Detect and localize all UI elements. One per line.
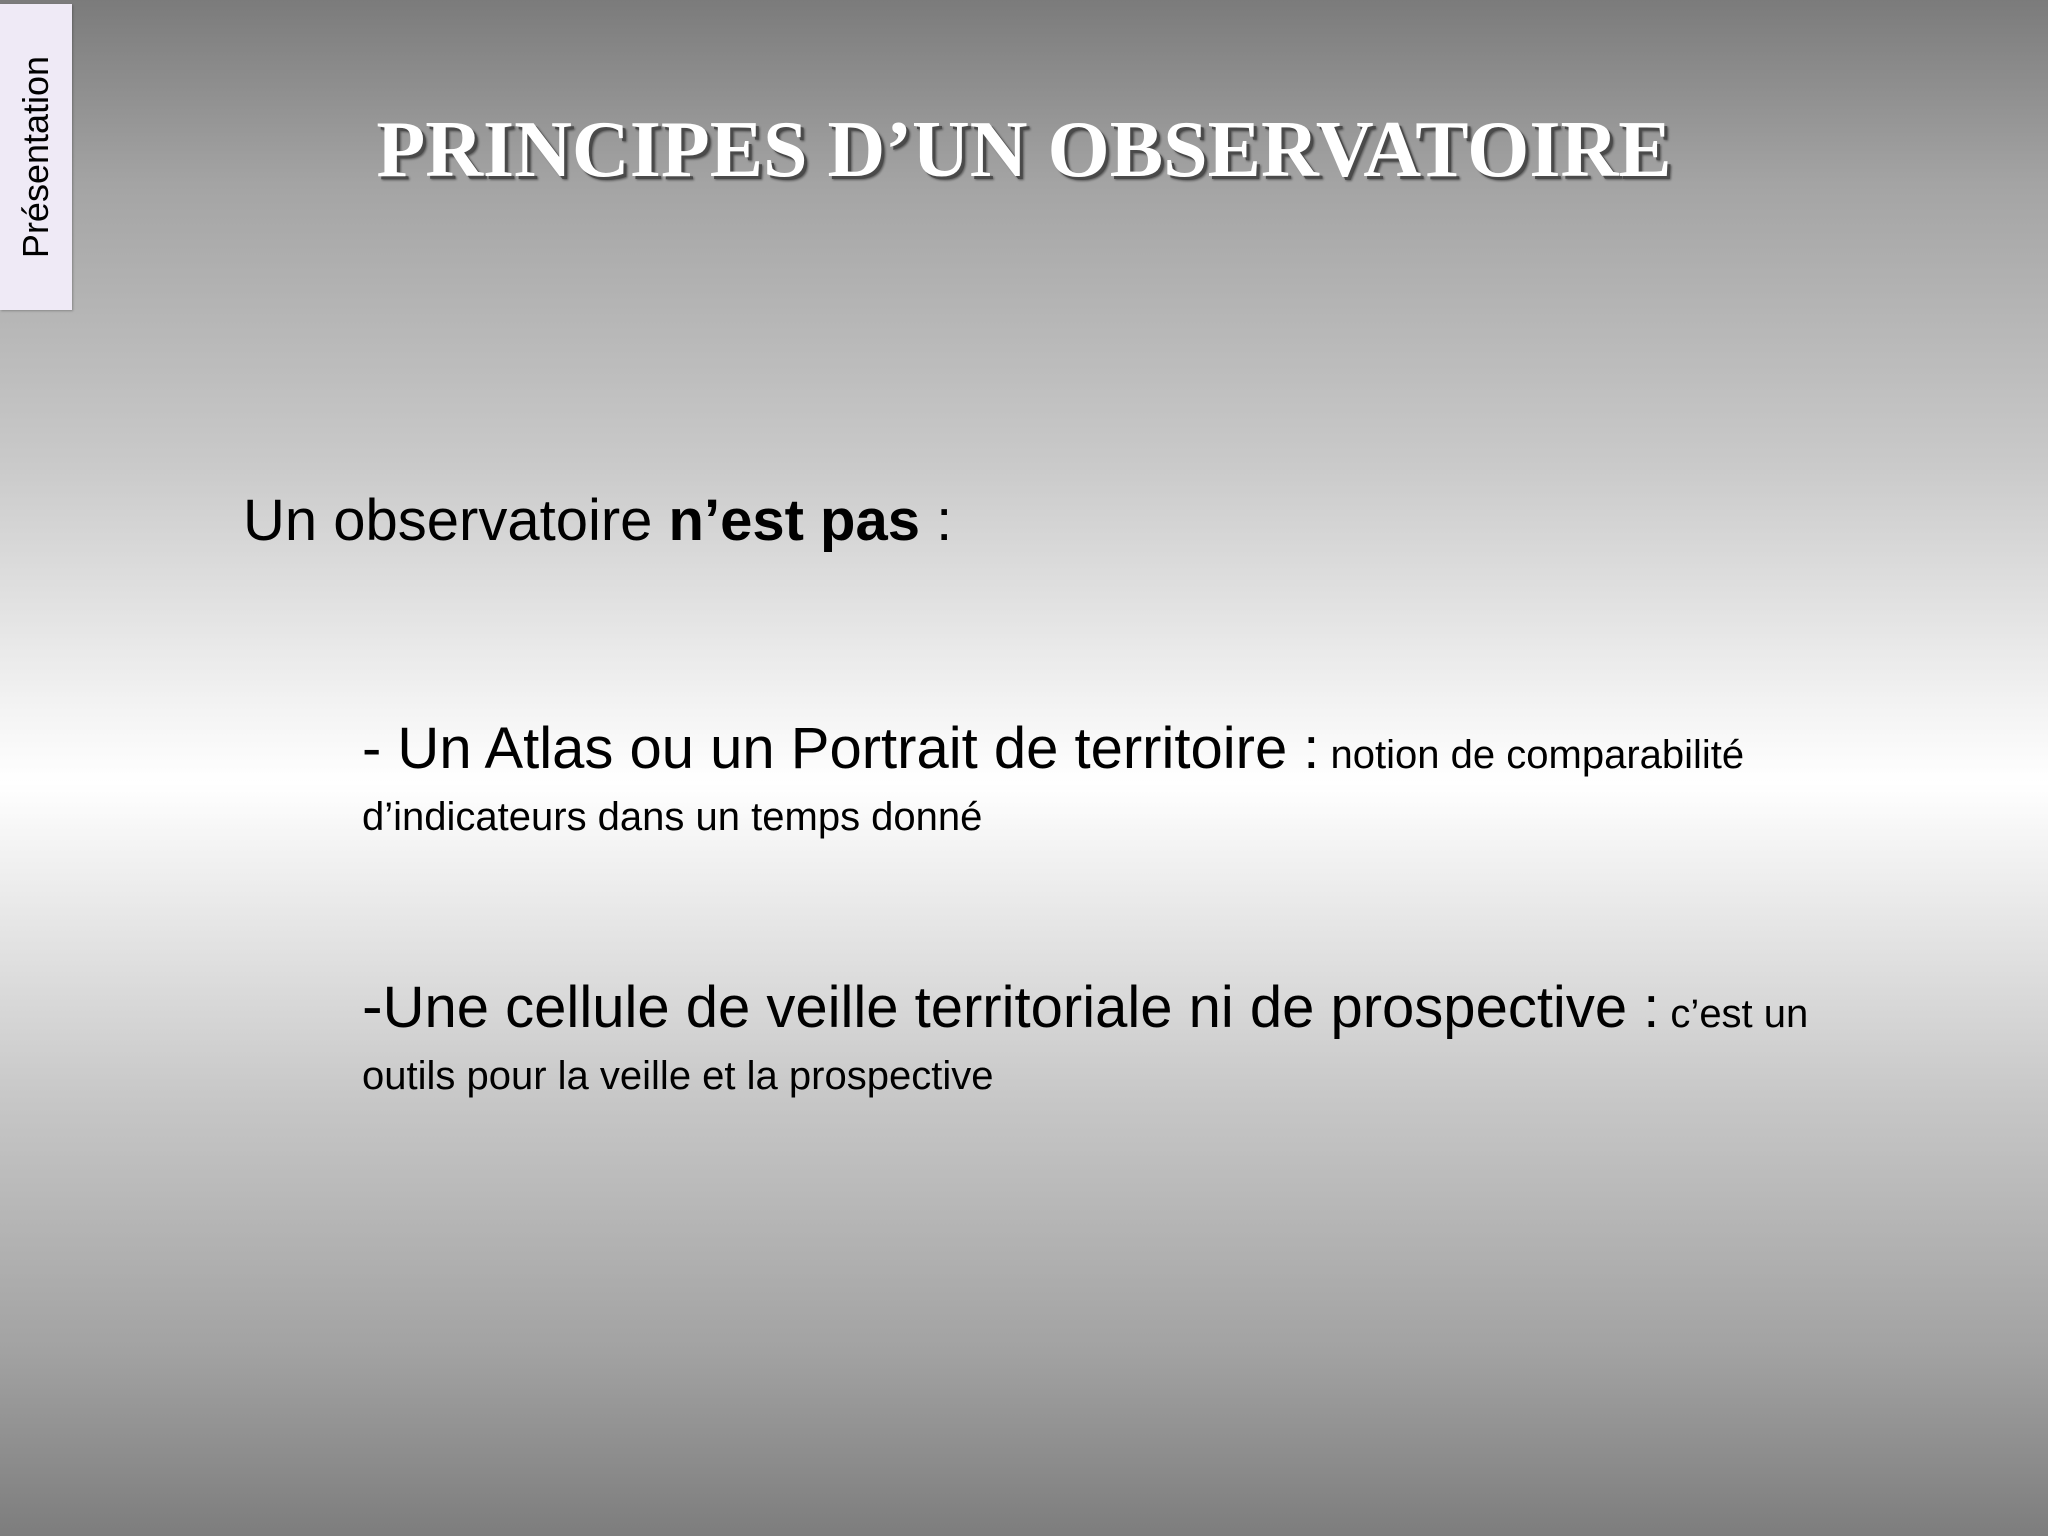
slide-title: PRINCIPES D’UN OBSERVATOIRE: [376, 106, 1672, 194]
side-tab-label: Présentation: [15, 55, 56, 259]
intro-emphasis: n’est pas: [668, 488, 920, 553]
list-item: [362, 972, 2002, 1100]
list-item-line: [362, 714, 2002, 799]
intro-colon: :: [919, 488, 953, 553]
list-item-continuation: d’indicateurs dans un temps donné: [362, 795, 983, 839]
list-item-continuation: outils pour la veille et la prospective: [362, 1054, 994, 1098]
list-item-lead: Une cellule de veille territoriale ni de prospective :: [382, 975, 1660, 1040]
list-item-lead: - Un Atlas ou un Portrait de territoire :: [362, 716, 1320, 781]
intro-line: [243, 488, 952, 554]
list-item-detail: notion de comparabilité: [1319, 733, 1745, 777]
list-item-dash: -: [362, 972, 383, 1041]
list-item-line: [362, 972, 2002, 1058]
list-item-detail: c’est un: [1659, 992, 1809, 1036]
list-item: [362, 714, 2002, 841]
intro-text: Un observatoire: [243, 488, 669, 553]
